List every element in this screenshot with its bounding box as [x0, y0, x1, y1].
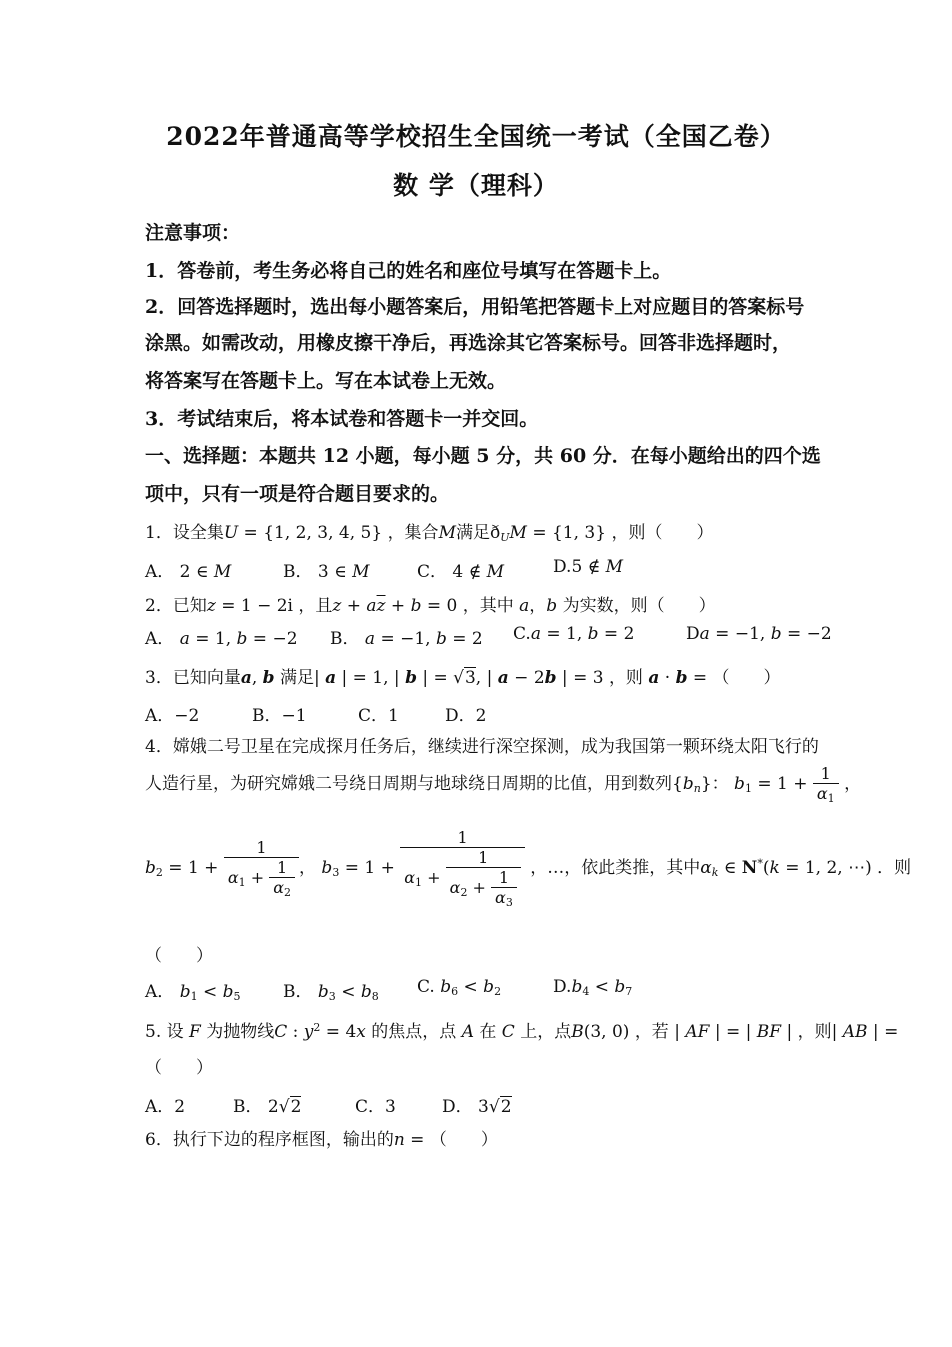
note-item-2-line-1: 2．回答选择题时，选出每小题答案后，用铅笔把答题卡上对应题目的答案标号	[145, 296, 805, 318]
q1-stem-b: ，集合	[387, 523, 439, 543]
q3-stem-a: 3．已知向量	[145, 668, 241, 688]
q5-paren: （ ）	[145, 1058, 213, 1078]
q5-stem-b: 为抛物线	[206, 1022, 275, 1042]
q1-option-d-label: D.	[553, 557, 572, 577]
q3-stem-b: 满足	[279, 668, 314, 688]
q1-option-c-label: C．	[417, 562, 448, 582]
q4-line-2-text: 人造行星，为研究嫦娥二号绕日周期与地球绕日周期的比值，用到数列	[145, 774, 672, 794]
note-item-1: 1．答卷前，考生务必将自己的姓名和座位号填写在答题卡上。	[145, 260, 672, 282]
q5-stem-e: 上，点	[520, 1022, 572, 1042]
q1-stem-a: 1．设全集	[145, 523, 224, 543]
q5-stem-d: 在	[479, 1022, 497, 1042]
q3-stem-d: （ ）	[712, 668, 781, 688]
q3-stem-c: ，则	[608, 668, 643, 688]
q6-stem: 6．执行下边的程序框图，输出的	[145, 1130, 394, 1150]
q6-end: （ ）	[429, 1130, 498, 1150]
q5-option-d: D． 3√2	[442, 1097, 512, 1117]
question-3-stem: 3．已知向量a, b 满足| a | = 1, | b | = √3, | a − 2b | = 3 ，则 a · b = （ ）	[145, 668, 781, 688]
q3-option-c: C．1	[358, 706, 399, 726]
q5-stem-a: 5. 设	[145, 1022, 184, 1042]
q2-option-b-label: B．	[330, 629, 360, 649]
q2-option-a: A． a = 1, b = −2	[145, 629, 298, 649]
q2-stem-c: ，其中	[462, 596, 514, 616]
section-heading-line-1: 一、选择题：本题共 12 小题，每小题 5 分，共 60 分．在每小题给出的四个选	[145, 445, 821, 467]
q2-option-d: Da = −1, b = −2	[686, 624, 832, 644]
fraction-b2: 1 $\alpha_1$ + $\frac{1}{\alpha_2}$	[224, 838, 299, 899]
notes-heading: 注意事项：	[145, 222, 241, 244]
q5-stem-c: 的焦点，点	[371, 1022, 457, 1042]
q4-option-a: A． $b_1 < b_5$	[145, 982, 241, 1003]
q2-stem-d: 为实数，则（ ）	[562, 596, 716, 616]
q3-option-a: A．−2	[145, 706, 200, 726]
q4-option-d: $D.b_4 < b_7$	[553, 977, 633, 998]
q1-option-b-label: B．	[283, 562, 313, 582]
question-4-line-3: $b_2 = 1$ + 1 $\alpha_1$ + $\frac{1}{\alpha_2}$ ， $b_3 = 1$ + 1 $\alpha_1$ + 1 $\alpha_2$ + $\frac{1}{\alpha_3}$ ，…，依此类推，其中$\alpha_k$ ∈ N*(k = 1, 2, ⋯) ．则	[145, 828, 912, 909]
q2-option-a-label: A．	[145, 629, 175, 649]
q1-option-a: A． 2 ∈ M	[145, 562, 232, 582]
section-heading-line-2: 项中，只有一项是符合题目要求的。	[145, 483, 450, 505]
q4-option-a-label: A．	[145, 982, 175, 1002]
q4-line-3-end: ．则	[877, 858, 912, 878]
q2-option-c: C.a = 1, b = 2	[513, 624, 635, 644]
q2-option-b: B． a = −1, b = 2	[330, 629, 483, 649]
question-1-stem: 1．设全集U = {1, 2, 3, 4, 5} ，集合M满足$ð_UM = \{1$, 3} ，则（ ）	[145, 523, 714, 544]
exam-subject: 数 学（理科）	[393, 171, 559, 200]
q5-option-d-label: D．	[442, 1097, 473, 1117]
fraction-b3: 1 $\alpha_1$ + 1 $\alpha_2$ + $\frac{1}{\alpha_3}$	[400, 828, 525, 909]
q5-stem-g: ，则	[797, 1022, 832, 1042]
note-item-2-line-3: 将答案写在答题卡上。写在本试卷上无效。	[145, 370, 507, 392]
q4-option-d-label: D.	[553, 977, 572, 997]
fraction-b1: $\frac{1}{\alpha_1}$	[813, 764, 839, 805]
q1-option-a-label: A．	[145, 562, 175, 582]
q5-option-b: B． 2√2	[233, 1097, 302, 1117]
q4-paren: （ ）	[145, 946, 213, 966]
q4-option-b: B． $b_3 < b_8$	[283, 982, 379, 1003]
q5-stem-f: ，若	[634, 1022, 669, 1042]
note-item-3: 3．考试结束后，将本试卷和答题卡一并交回。	[145, 408, 539, 430]
q4-option-c-label: C.	[417, 977, 435, 997]
q1-formula-complement: $ð_UM = \{1$, 3}	[489, 523, 607, 544]
q1-option-d: D.5 ∉ M	[553, 557, 624, 577]
q1-stem-c: 满足	[455, 523, 490, 543]
question-6-stem: 6．执行下边的程序框图，输出的n = （ ）	[145, 1130, 498, 1150]
question-2-stem: 2．已知z = 1 − 2i ，且$z + a\overline{z} + b = 0$ ，其中 a，b 为实数，则（ ）	[145, 596, 716, 616]
q4-line-3-mid: ，…，依此类推，其中	[530, 858, 701, 878]
q3-option-d: D．2	[445, 706, 487, 726]
q1-formula-universal-set: U = {1, 2, 3, 4, 5}	[223, 523, 383, 543]
q1-option-b: B． 3 ∈ M	[283, 562, 370, 582]
q2-option-c-label: C.	[513, 624, 531, 644]
q2-option-d-label: D	[686, 624, 700, 644]
q2-stem-b: ，且	[298, 596, 333, 616]
q1-option-c: C． 4 ∉ M	[417, 562, 505, 582]
q5-option-a: A．2	[145, 1097, 186, 1117]
q4-option-b-label: B．	[283, 982, 313, 1002]
q5-option-b-label: B．	[233, 1097, 263, 1117]
q2-stem-a: 2．已知	[145, 596, 207, 616]
question-4-line-2: 人造行星，为研究嫦娥二号绕日周期与地球绕日周期的比值，用到数列$\{b_n\}$： $b_1 = 1$ + $\frac{1}{\alpha_1}$ ，	[145, 764, 862, 805]
note-item-2-line-2: 涂黑。如需改动，用橡皮擦干净后，再选涂其它答案标号。回答非选择题时，	[145, 332, 792, 354]
q5-option-c: C．3	[355, 1097, 396, 1117]
q1-stem-d: ，则（ ）	[611, 523, 714, 543]
q4-option-c: C. $b_6 < b_2$	[417, 977, 502, 998]
question-5-stem: 5. 设 F 为抛物线C : $y^2 = 4x$ 的焦点，点 A 在 C 上，点B(3, 0) ，若 | AF | = | BF | ，则| AB | =	[145, 1021, 899, 1042]
exam-title: 2022年普通高等学校招生全国统一考试（全国乙卷）	[166, 122, 786, 151]
question-4-line-1: 4．嫦娥二号卫星在完成探月任务后，继续进行深空探测，成为我国第一颗环绕太阳飞行的	[145, 737, 819, 757]
q3-option-b: B．−1	[252, 706, 307, 726]
